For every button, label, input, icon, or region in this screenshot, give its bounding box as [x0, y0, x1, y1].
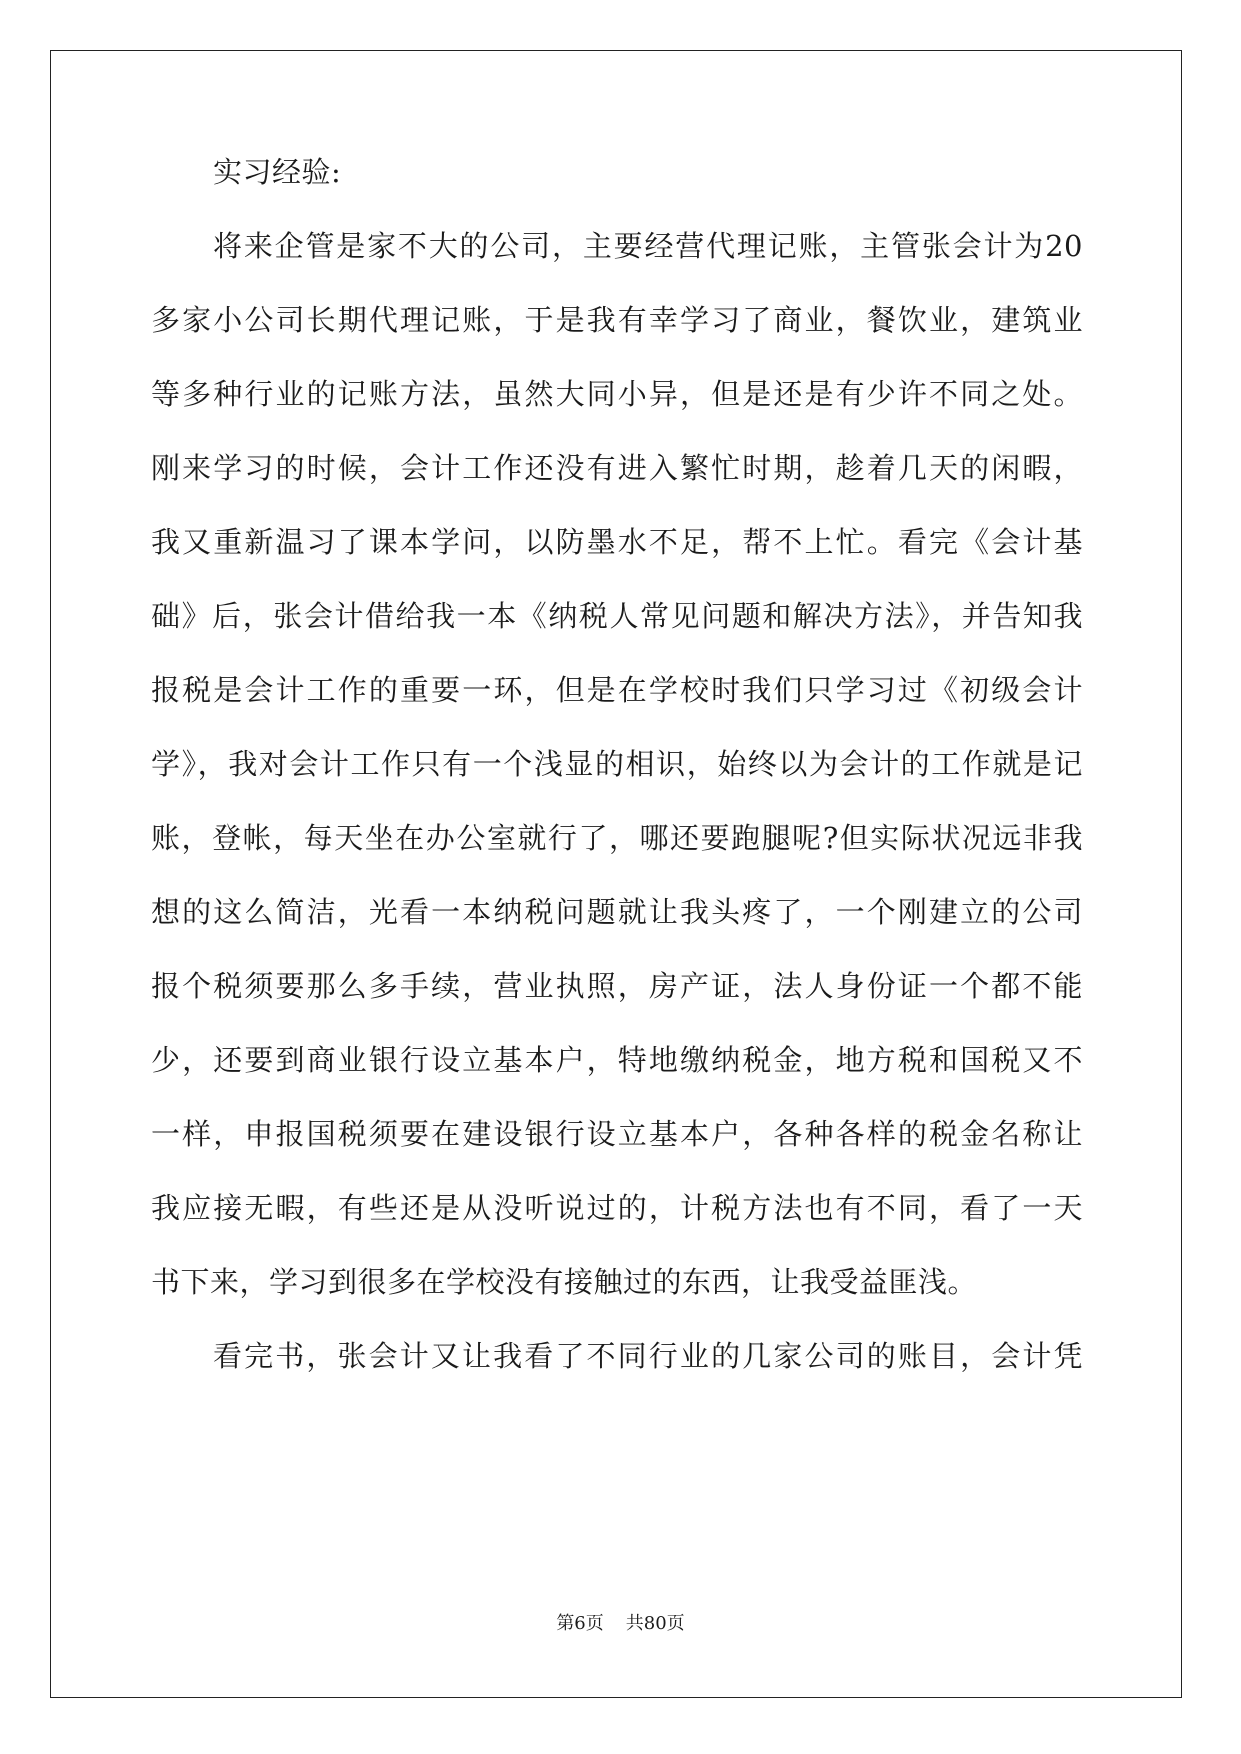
text-line-9: 学》，我对会计工作只有一个浅显的相识，始终以为会计的工作就是记 — [151, 747, 1083, 781]
text-line-16: 书下来，学习到很多在学校没有接触过的东西，让我受益匪浅。 — [151, 1265, 978, 1299]
text-line-2: 将来企管是家不大的公司，主要经营代理记账，主管张会计为20 — [213, 229, 1083, 263]
text-line-6: 我又重新温习了课本学问，以防墨水不足，帮不上忙。看完《会计基 — [151, 525, 1083, 559]
text-line-4: 等多种行业的记账方法，虽然大同小异，但是还是有少许不同之处。 — [151, 377, 1083, 411]
text-line-5: 刚来学习的时候，会计工作还没有进入繁忙时期，趁着几天的闲暇， — [151, 451, 1083, 485]
total-pages: 共80页 — [625, 1613, 685, 1634]
text-line-14: 一样，申报国税须要在建设银行设立基本户，各种各样的税金名称让 — [151, 1117, 1083, 1151]
text-line-1: 实习经验: — [213, 155, 342, 189]
text-line-17: 看完书，张会计又让我看了不同行业的几家公司的账目，会计凭 — [213, 1339, 1083, 1373]
page-number: 第6页 — [556, 1613, 604, 1634]
text-line-13: 少，还要到商业银行设立基本户，特地缴纳税金，地方税和国税又不 — [151, 1043, 1083, 1077]
page-footer — [0, 1612, 1241, 1636]
text-line-8: 报税是会计工作的重要一环，但是在学校时我们只学习过《初级会计 — [151, 673, 1083, 707]
text-line-12: 报个税须要那么多手续，营业执照，房产证，法人身份证一个都不能 — [151, 969, 1083, 1003]
text-line-10: 账，登帐，每天坐在办公室就行了，哪还要跑腿呢?但实际状况远非我 — [151, 821, 1083, 855]
text-line-7: 础》后，张会计借给我一本《纳税人常见问题和解决方法》，并告知我 — [151, 599, 1083, 633]
text-line-15: 我应接无暇，有些还是从没听说过的，计税方法也有不同，看了一天 — [151, 1191, 1083, 1225]
text-line-11: 想的这么简洁，光看一本纳税问题就让我头疼了，一个刚建立的公司 — [151, 895, 1083, 929]
text-line-3: 多家小公司长期代理记账，于是我有幸学习了商业，餐饮业，建筑业 — [151, 303, 1083, 337]
